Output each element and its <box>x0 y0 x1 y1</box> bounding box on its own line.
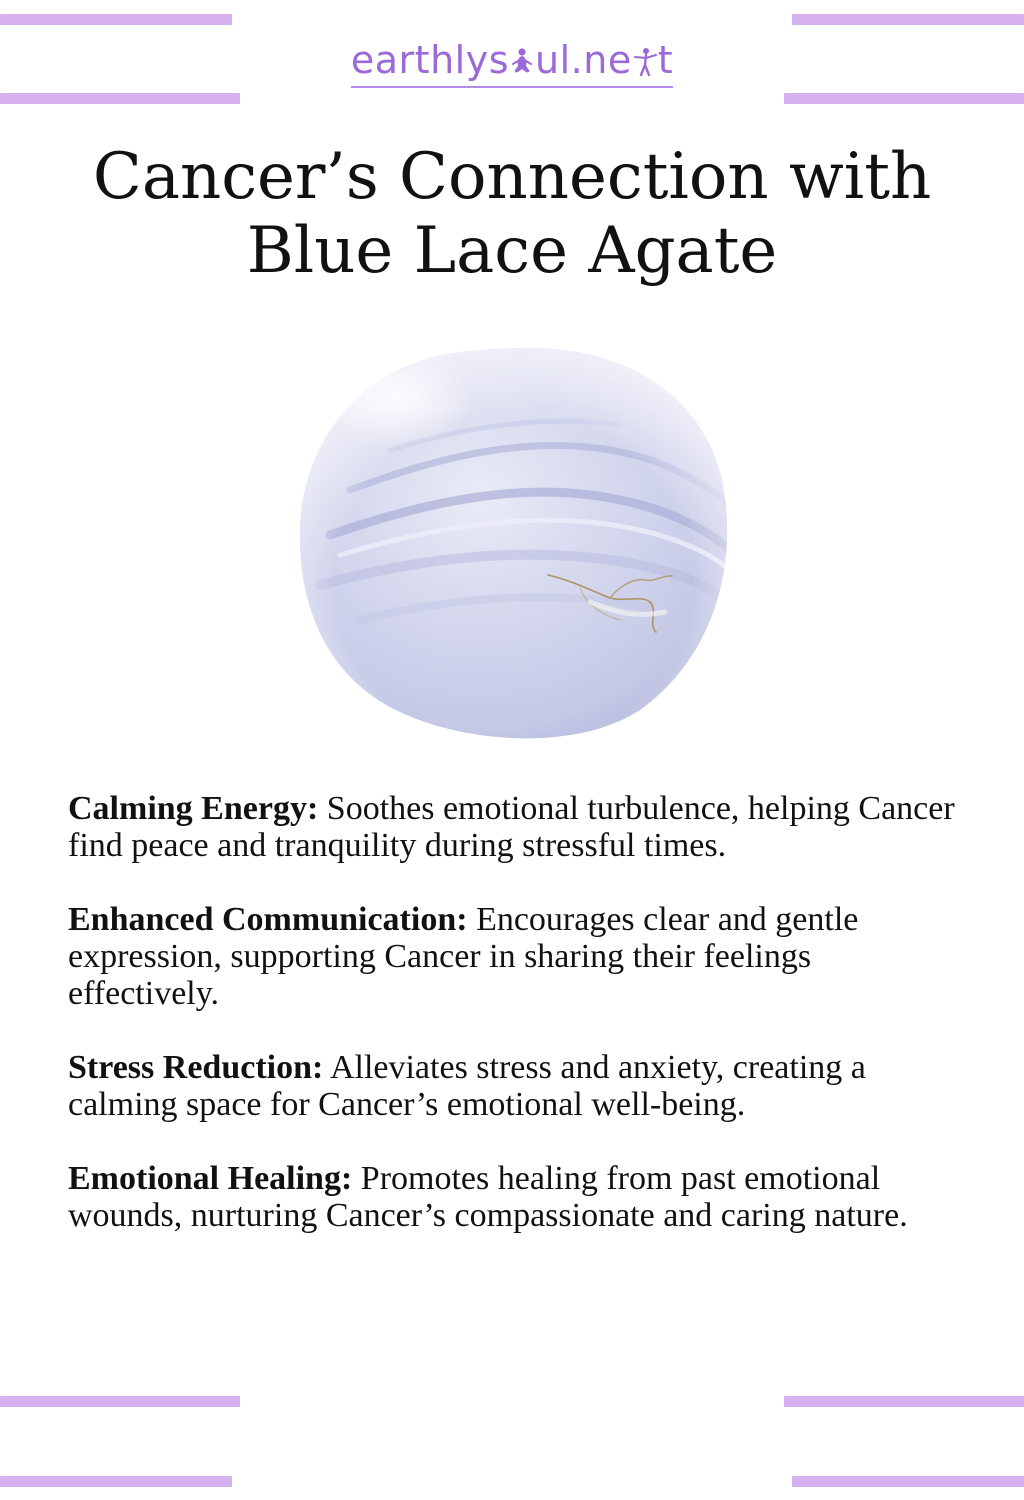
benefit-item <box>68 790 968 864</box>
benefit-item <box>68 901 968 1012</box>
bottom-left-decor-bar-lower <box>0 1476 232 1487</box>
benefit-name: Calming Energy: <box>68 790 319 827</box>
dancer-figure-icon <box>633 40 657 70</box>
logo-text-part3: l.ne <box>559 38 632 82</box>
logo-text-part4: t <box>657 38 674 82</box>
title-line-2: Blue Lace Agate <box>246 214 778 288</box>
benefit-name: Enhanced Communication: <box>68 901 468 938</box>
logo-text-part2: u <box>535 38 560 82</box>
benefit-item <box>68 1160 968 1234</box>
benefit-text: Soothes emotional turbulence, helping Cancer find peace and tranquility during stressful times. <box>68 790 955 864</box>
top-right-decor-bar <box>792 14 1024 25</box>
top-right-decor-bar-lower <box>784 93 1024 104</box>
bottom-right-decor-bar <box>784 1396 1024 1407</box>
benefit-text: Alleviates stress and anxiety, creating a calming space for Cancer’s emotional well-being. <box>68 1049 866 1123</box>
bottom-right-decor-bar-lower <box>792 1476 1024 1487</box>
benefit-name: Emotional Healing: <box>68 1160 353 1197</box>
title-line-1: Cancer’s Connection with <box>92 140 932 214</box>
logo-text-part1: earthlys <box>350 38 509 82</box>
top-left-decor-bar <box>0 14 232 25</box>
benefits-list <box>68 790 968 1271</box>
page-title <box>40 140 984 288</box>
bottom-left-decor-bar <box>0 1396 240 1407</box>
benefit-text: Promotes healing from past emotional wounds, nurturing Cancer’s compassionate and caring nature. <box>68 1160 908 1234</box>
benefit-name: Stress Reduction: <box>68 1049 324 1086</box>
stone-illustration <box>290 340 735 745</box>
benefit-item <box>68 1049 968 1123</box>
blue-lace-agate-image <box>290 340 735 745</box>
logo-wordmark <box>351 36 673 88</box>
meditating-figure-icon <box>510 40 534 70</box>
top-left-decor-bar-lower <box>0 93 240 104</box>
site-logo[interactable] <box>0 36 1024 88</box>
benefit-text: Encourages clear and gentle expression, supporting Cancer in sharing their feelings effectively. <box>68 901 859 1012</box>
